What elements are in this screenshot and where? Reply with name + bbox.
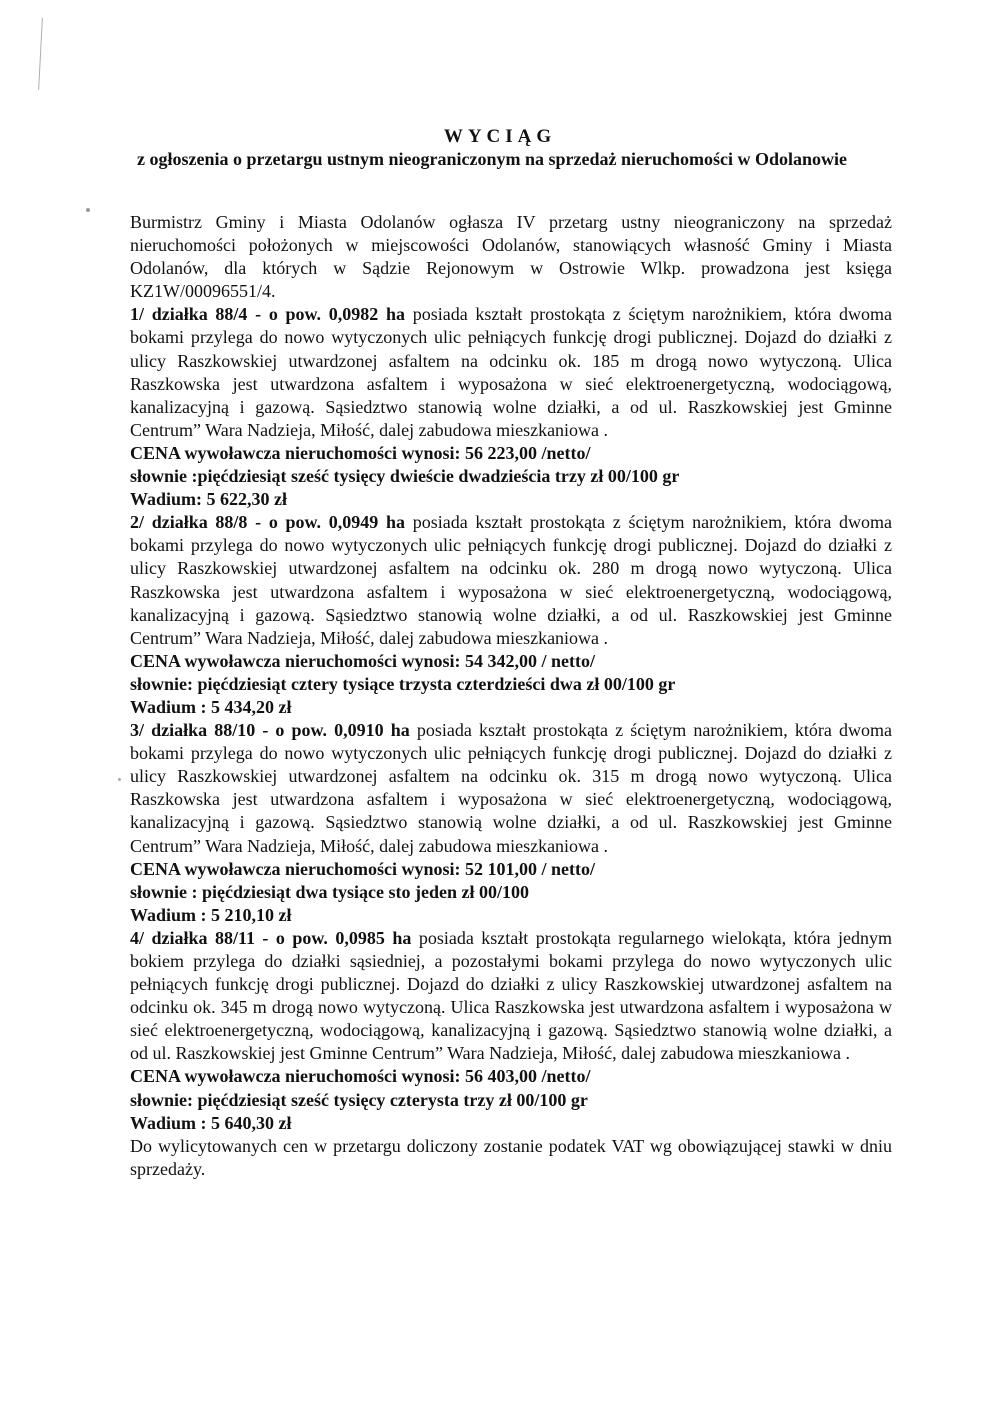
plot-price-words: słownie : pięćdziesiąt dwa tysiące sto jeden zł 00/100 — [130, 881, 529, 902]
plot-description-text: posiada kształt prostokąta regularnego wielokąta, która jednym bokiem przylega do działki sąsiedniej, a pozostałymi bokami przylega do nowo wytyczonych ulic pełniących funkcję drogi publicznej. Dojazd do działki z ulicy Raszkowskiej utwardzonej asfaltem na odcinku ok. 345 m drogą nowo wytyczoną. Ulica Raszkowska jest utwardzona asfaltem i wyposażona w sieć elektroenergetyczną, wodociągową, kanalizacyjną i gazową. Sąsiedztwo stanowią wolne działki, a od ul. Raszkowskiej jest Gminne Centrum” Wara Nadzieja, Miłość, dalej zabudowa mieszkaniowa . — [130, 927, 893, 1064]
plot-price-words: słownie: pięćdziesiąt sześć tysięcy czterysta trzy zł 00/100 gr — [130, 1089, 588, 1110]
plot-heading: 4/ działka 88/11 - o pow. 0,0985 ha — [130, 927, 412, 948]
plot-price-words: słownie: pięćdziesiąt cztery tysiące trzysta czterdzieści dwa zł 00/100 gr — [130, 673, 676, 694]
plot-description — [130, 719, 892, 858]
scan-artifact-dot — [118, 778, 121, 781]
document-subtitle: z ogłoszenia o przetargu ustnym nieograniczonym na sprzedaż nieruchomości w Odolanowie — [137, 149, 847, 169]
plot-price: CENA wywoławcza nieruchomości wynosi: 56 403,00 /netto/ — [130, 1066, 591, 1087]
plot-description — [130, 511, 892, 650]
document-title: WYCIĄG — [443, 126, 557, 147]
document-body — [130, 211, 892, 1181]
plot-deposit: Wadium : 5 434,20 zł — [130, 696, 292, 717]
intro-paragraph: Burmistrz Gminy i Miasta Odolanów ogłasza IV przetarg ustny nieograniczony na sprzedaż nieruchomości położonych w miejscowości Odolanów, stanowiących własność Gminy i Miasta Odolanów, dla których w Sądzie Rejonowym w Ostrowie Wlkp. prowadzona jest księga KZ1W/00096551/4. — [130, 212, 892, 302]
plot-1 — [130, 303, 892, 511]
plot-description — [130, 927, 892, 1066]
plot-heading: 3/ działka 88/10 - o pow. 0,0910 ha — [130, 720, 410, 741]
plot-heading: 2/ działka 88/8 - o pow. 0,0949 ha — [130, 512, 405, 533]
plot-price-words: słownie :pięćdziesiąt sześć tysięcy dwieście dwadzieścia trzy zł 00/100 gr — [130, 466, 680, 487]
plot-price: CENA wywoławcza nieruchomości wynosi: 54 342,00 / netto/ — [130, 650, 595, 671]
plot-heading: 1/ działka 88/4 - o pow. 0,0982 ha — [130, 304, 405, 325]
plot-deposit: Wadium: 5 622,30 zł — [130, 489, 288, 510]
plot-description — [130, 303, 892, 442]
plot-deposit: Wadium : 5 640,30 zł — [130, 1112, 292, 1133]
plot-description-text: posiada kształt prostokąta z ściętym narożnikiem, która dwoma bokami przylega do nowo wytyczonych ulic pełniących funkcję drogi publicznej. Dojazd do działki z ulicy Raszkowskiej utwardzonej asfaltem na odcinku ok. 185 m drogą nowo wytyczoną. Ulica Raszkowska jest utwardzona asfaltem i wyposażona w sieć elektroenergetyczną, wodociągową, kanalizacyjną i gazową. Sąsiedztwo stanowią wolne działki, a od ul. Raszkowskiej jest Gminne Centrum” Wara Nadzieja, Miłość, dalej zabudowa mieszkaniowa . — [130, 304, 893, 440]
plot-2 — [130, 511, 892, 719]
plot-deposit: Wadium : 5 210,10 zł — [130, 904, 292, 925]
scan-artifact-mark — [38, 18, 51, 90]
plot-price: CENA wywoławcza nieruchomości wynosi: 52 101,00 / netto/ — [130, 858, 595, 879]
scan-artifact-dot — [86, 208, 90, 212]
plot-description-text: posiada kształt prostokąta z ściętym narożnikiem, która dwoma bokami przylega do nowo wytyczonych ulic pełniących funkcję drogi publicznej. Dojazd do działki z ulicy Raszkowskiej utwardzonej asfaltem na odcinku ok. 315 m drogą nowo wytyczoną. Ulica Raszkowska jest utwardzona asfaltem i wyposażona w sieć elektroenergetyczną, wodociągową, kanalizacyjną i gazową. Sąsiedztwo stanowią wolne działki, a od ul. Raszkowskiej jest Gminne Centrum” Wara Nadzieja, Miłość, dalej zabudowa mieszkaniowa . — [130, 720, 892, 856]
plot-3 — [130, 719, 892, 927]
plot-price: CENA wywoławcza nieruchomości wynosi: 56 223,00 /netto/ — [130, 442, 591, 463]
plot-4 — [130, 927, 892, 1135]
plot-description-text: posiada kształt prostokąta z ściętym narożnikiem, która dwoma bokami przylega do nowo wytyczonych ulic pełniących funkcję drogi publicznej. Dojazd do działki z ulicy Raszkowskiej utwardzonej asfaltem na odcinku ok. 280 m drogą nowo wytyczoną. Ulica Raszkowska jest utwardzona asfaltem i wyposażona w sieć elektroenergetyczną, wodociągową, kanalizacyjną i gazową. Sąsiedztwo stanowią wolne działki, a od ul. Raszkowskiej jest Gminne Centrum” Wara Nadzieja, Miłość, dalej zabudowa mieszkaniowa . — [130, 512, 893, 648]
closing-paragraph: Do wylicytowanych cen w przetargu doliczony zostanie podatek VAT wg obowiązującej stawki w dniu sprzedaży. — [130, 1135, 892, 1179]
